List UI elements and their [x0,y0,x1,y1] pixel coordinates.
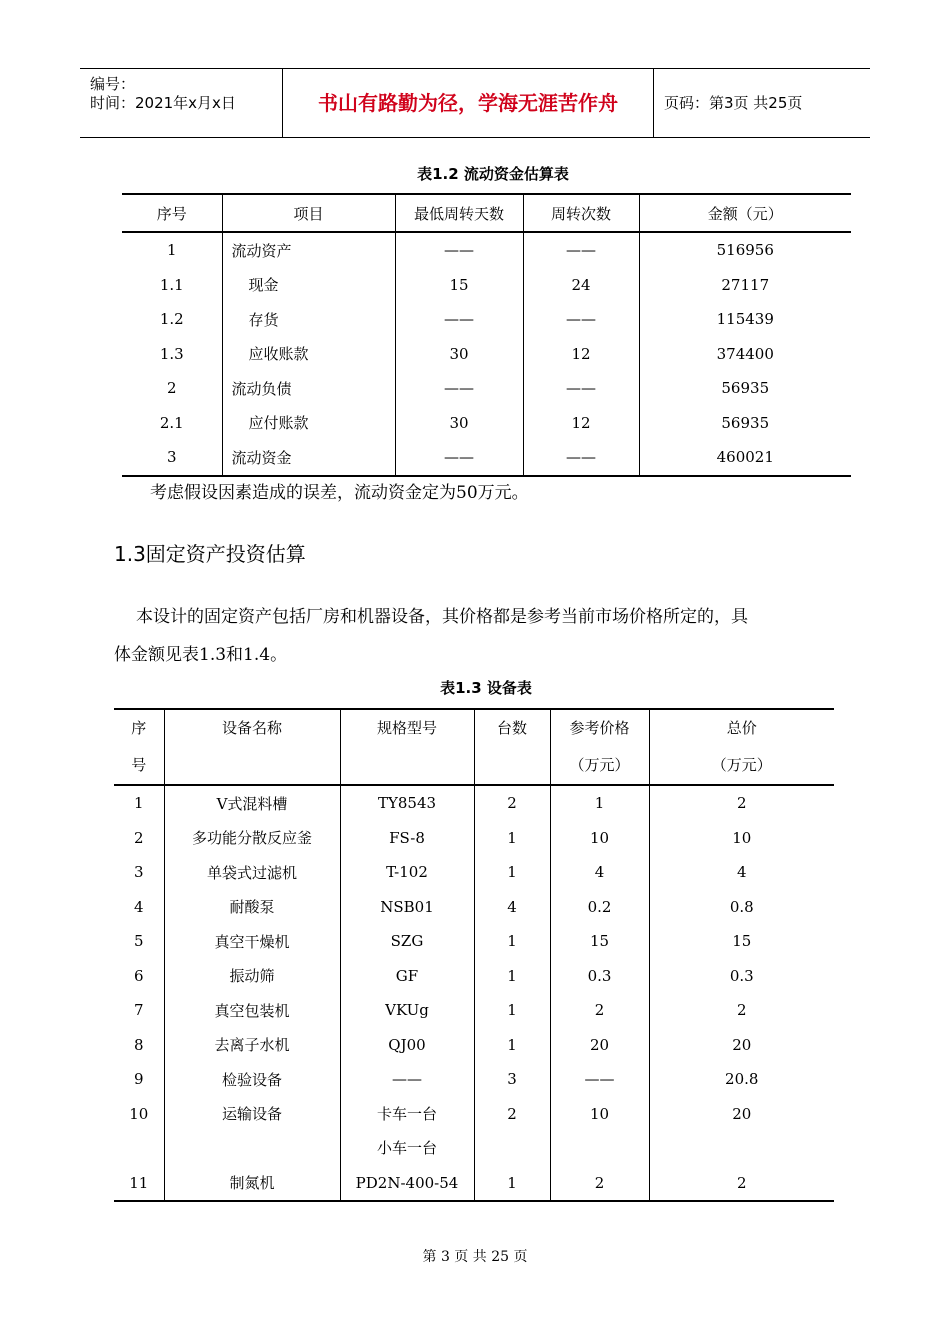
table12-header-row [122,194,851,232]
table-cell: 1.2 [159,310,184,329]
table12-caption: 表1.2 流动资金估算表 [417,165,569,183]
table-cell: 现金 [222,268,395,303]
header-motto: 书山有路勤为径，学海无涯苦作舟 [283,69,654,137]
table-cell: 6 [133,966,144,985]
table13-header-cell: 设备名称 [164,709,340,785]
table-cell: 振动筛 [164,959,340,994]
table-cell: PD2N-400-54 [340,1166,474,1202]
table13-equipment [114,708,834,1202]
table-cell: 30 [395,406,523,441]
table-cell: 1 [474,993,550,1028]
table-cell: 9 [133,1070,144,1089]
table-cell: 115439 [639,302,851,337]
table-cell: 10 [649,821,834,856]
table-cell: —— [395,371,523,406]
table-cell: —— [340,1062,474,1097]
table13-header-cell: 台数 [474,709,550,785]
table-cell: 1 [474,1166,550,1202]
table-cell: 1.1 [159,275,184,294]
table-cell: 1 [166,241,177,260]
table-cell: 4 [550,855,649,890]
table-row [114,993,834,1028]
table-cell: 去离子水机 [164,1028,340,1063]
header-number: 编号： [90,75,136,93]
table-cell: V式混料槽 [164,785,340,821]
table-cell: 3 [133,863,144,882]
table-cell: 0.3 [649,959,834,994]
header-page-number: 页码：第3页 共25页 [664,94,803,112]
table-row [122,337,851,372]
table12-header-cell: 周转次数 [523,194,639,232]
table-cell: 15 [395,268,523,303]
table-cell: 7 [133,1001,144,1020]
table13-caption: 表1.3 设备表 [440,679,532,697]
table-cell: 2 [649,993,834,1028]
table-cell: —— [523,440,639,476]
table-cell: 20 [649,1028,834,1063]
table-cell: 10 [129,1104,149,1123]
cell-text: 卡车一台 小车一台 [376,1104,437,1157]
table12-note: 考虑假设因素造成的误差，流动资金定为50万元。 [150,483,529,503]
header-text: 参考价格 （万元） [569,719,630,774]
table-cell: 15 [550,924,649,959]
table-cell: 10 [550,1097,649,1166]
table-cell: —— [523,232,639,268]
table-cell: 真空包装机 [164,993,340,1028]
table-cell: 0.8 [649,890,834,925]
header-date: 时间：2021年x月x日 [90,94,236,112]
table-cell: 5 [133,932,144,951]
table-row [114,959,834,994]
table-cell: 460021 [639,440,851,476]
table-cell: 耐酸泵 [164,890,340,925]
table-row [114,1062,834,1097]
table-cell: 流动资金 [222,440,395,476]
table12-header-cell: 金额（元） [639,194,851,232]
section-paragraph-line1: 本设计的固定资产包括厂房和机器设备，其价格都是参考当前市场价格所定的，具 [136,607,748,627]
table-cell: 流动负债 [222,371,395,406]
table-cell: TY8543 [340,785,474,821]
table13-header-cell [114,709,164,785]
table-cell: 20 [550,1028,649,1063]
table-cell: 20 [649,1097,834,1166]
table-cell: 2 [649,1166,834,1202]
table-cell: 0.3 [550,959,649,994]
table-cell: —— [550,1062,649,1097]
table-cell: 2 [649,785,834,821]
table-cell: —— [395,440,523,476]
table-row [122,406,851,441]
table-cell: NSB01 [340,890,474,925]
table-cell: 多功能分散反应釜 [164,821,340,856]
table-cell: 516956 [639,232,851,268]
table-cell: 10 [550,821,649,856]
table-cell: 2 [166,379,177,398]
header-text: 序 号 [131,719,147,774]
table-cell: 流动资产 [222,232,395,268]
table-cell: 56935 [639,406,851,441]
table-row [114,855,834,890]
table-row [114,890,834,925]
table13-header-row [114,709,834,785]
table-cell: 运输设备 [164,1097,340,1166]
header-meta [80,69,283,137]
table-cell: 374400 [639,337,851,372]
table12-header-cell: 最低周转天数 [395,194,523,232]
table-cell: 2.1 [159,413,184,432]
table-row [122,440,851,476]
page-header [80,68,870,138]
table-cell: 3 [166,448,177,467]
table-cell: 4 [133,897,144,916]
table-row [122,371,851,406]
table-row [114,1166,834,1202]
table-cell: 检验设备 [164,1062,340,1097]
table-cell: 1 [474,855,550,890]
section-paragraph-line2: 体金额见表1.3和1.4。 [114,645,288,665]
table-cell: 56935 [639,371,851,406]
table-cell: 3 [474,1062,550,1097]
table-cell: VKUg [340,993,474,1028]
table-cell: 2 [133,828,144,847]
table12-header-cell: 项目 [222,194,395,232]
table-cell: T-102 [340,855,474,890]
table-cell: —— [523,371,639,406]
table-cell: 2 [550,1166,649,1202]
table-cell: 11 [129,1173,149,1192]
table-cell: 单袋式过滤机 [164,855,340,890]
table12-header-cell: 序号 [122,194,222,232]
table-cell: 1 [550,785,649,821]
table-cell: FS-8 [340,821,474,856]
table-cell: 1.3 [159,344,184,363]
table-cell: 存货 [222,302,395,337]
table-cell [340,1097,474,1166]
table-cell: 12 [523,406,639,441]
table-row [114,1028,834,1063]
table-cell: 12 [523,337,639,372]
table-cell: 15 [649,924,834,959]
table13-header-cell: 规格型号 [340,709,474,785]
table-cell: 1 [474,924,550,959]
table-cell: 27117 [639,268,851,303]
table-cell: 制氮机 [164,1166,340,1202]
table12-working-capital [122,193,851,477]
table-row [114,785,834,821]
table-cell: SZG [340,924,474,959]
table-cell: GF [340,959,474,994]
table-cell: 0.2 [550,890,649,925]
section-heading: 1.3固定资产投资估算 [114,542,306,566]
table-cell: 真空干燥机 [164,924,340,959]
table-cell: 2 [474,1097,550,1166]
table-row [114,1097,834,1166]
table-cell: QJ00 [340,1028,474,1063]
table-cell: —— [395,232,523,268]
table-cell: 1 [474,821,550,856]
table-cell: 应付账款 [222,406,395,441]
table-row [114,924,834,959]
table-cell: —— [395,302,523,337]
table-cell: 应收账款 [222,337,395,372]
table-row [122,268,851,303]
table-cell: 8 [133,1035,144,1054]
table-row [114,821,834,856]
header-text: 总价 （万元） [711,719,772,774]
table-cell: 4 [474,890,550,925]
page-footer: 第 3 页 共 25 页 [422,1249,528,1265]
table-cell: —— [523,302,639,337]
table-cell: 24 [523,268,639,303]
table-cell: 20.8 [649,1062,834,1097]
table13-header-cell [550,709,649,785]
table-cell: 1 [474,1028,550,1063]
table-cell: 2 [474,785,550,821]
table-cell: 1 [474,959,550,994]
table-cell: 4 [649,855,834,890]
table-row [122,232,851,268]
table-cell: 30 [395,337,523,372]
table-cell: 1 [133,794,144,813]
table-cell: 2 [550,993,649,1028]
table13-header-cell [649,709,834,785]
table-row [122,302,851,337]
